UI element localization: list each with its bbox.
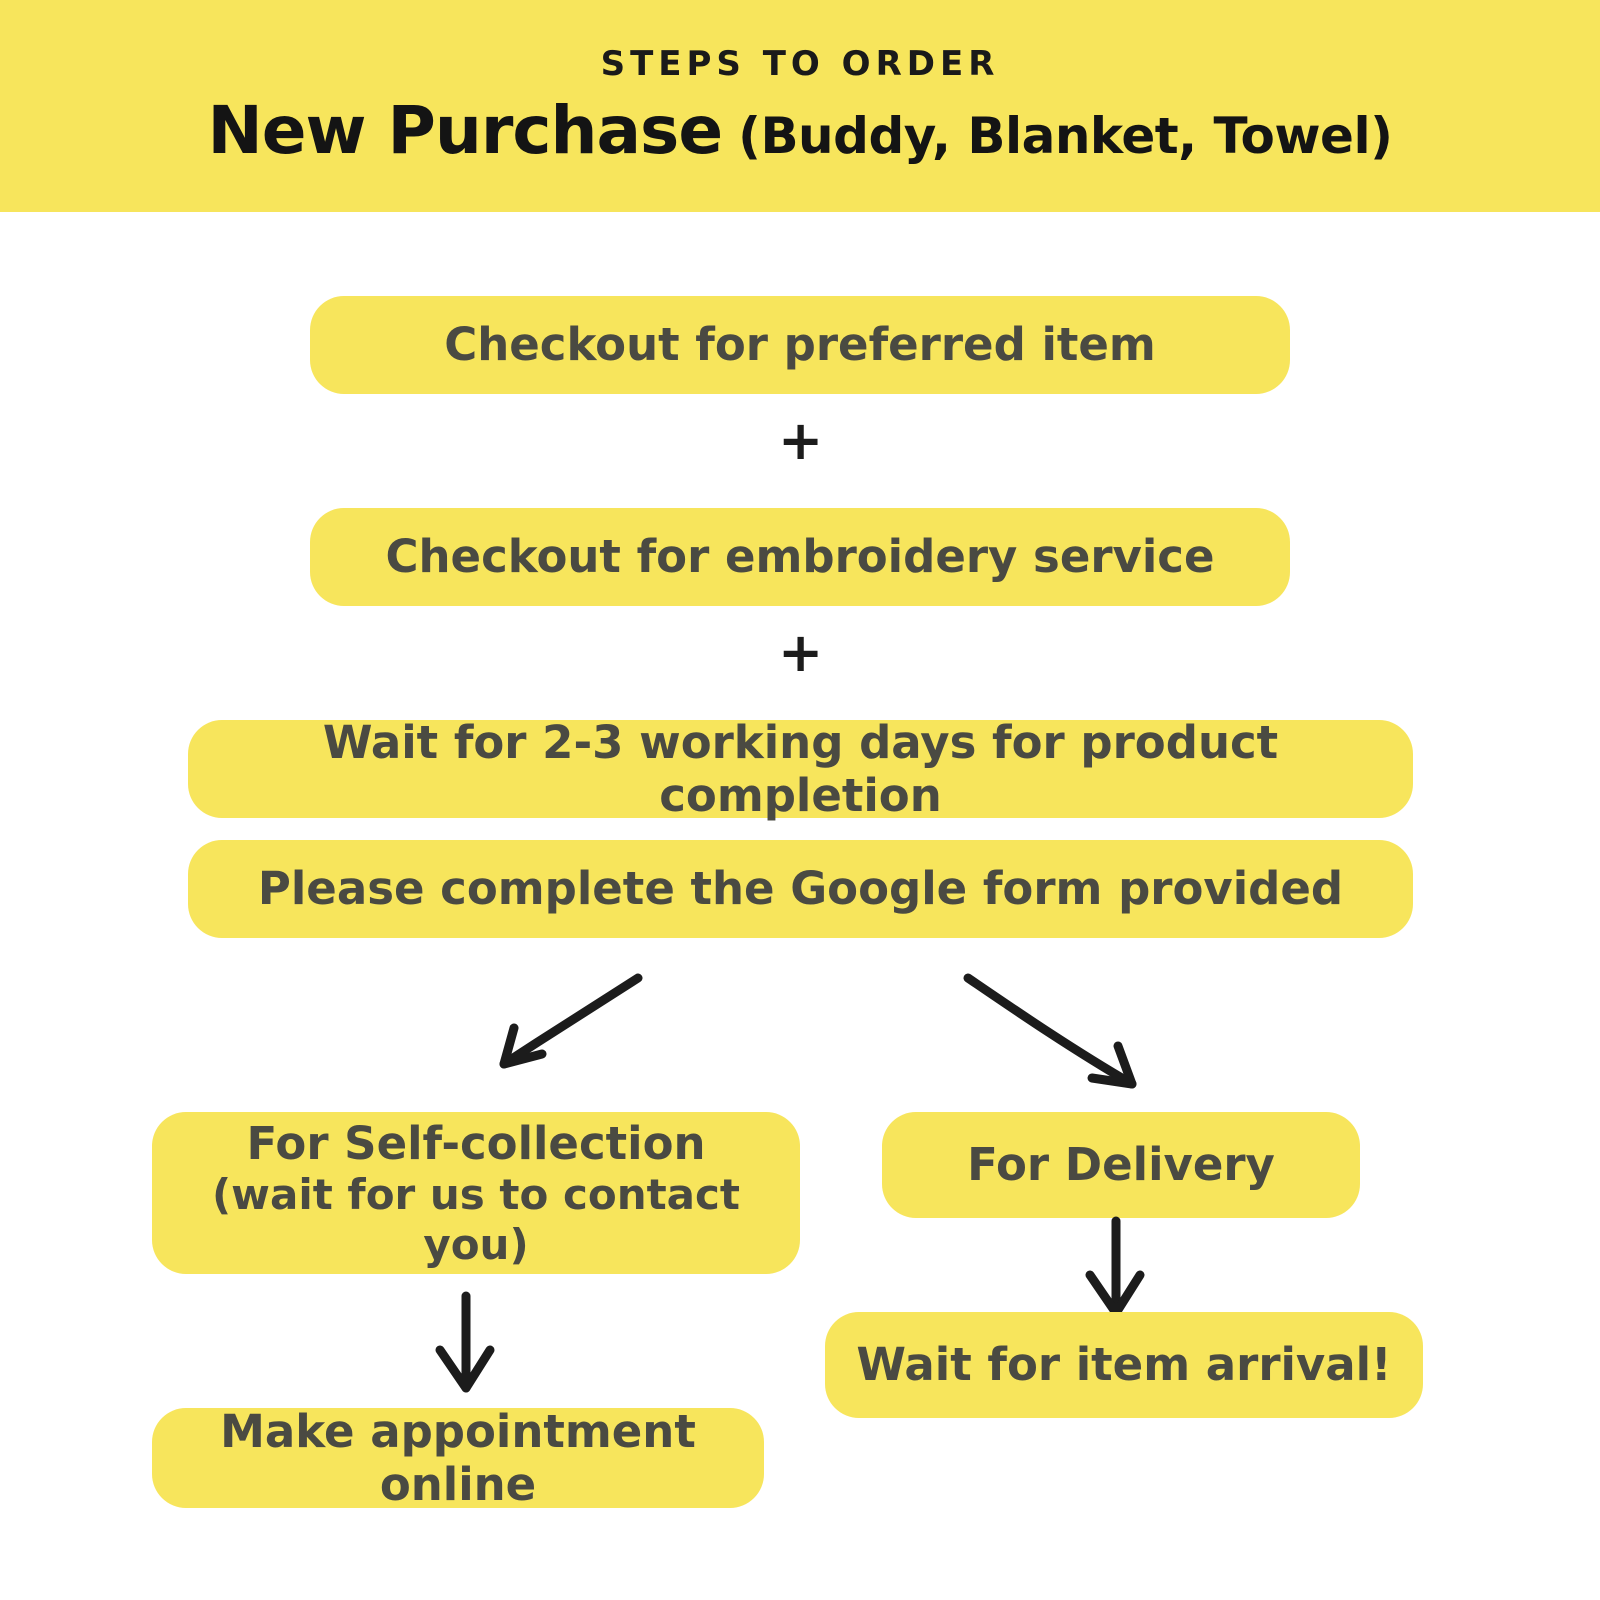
flowchart: [0, 212, 1600, 1600]
arrow-down-to-item-arrival-icon: [1080, 1217, 1150, 1327]
step-wait-days-label: Wait for 2-3 working days for product completion: [322, 715, 1279, 822]
header-kicker: STEPS TO ORDER: [600, 43, 1000, 84]
header-title-sub: (Buddy, Blanket, Towel): [738, 106, 1393, 165]
step-checkout-item-label: Checkout for preferred item: [444, 318, 1156, 372]
branch-self-collection: [152, 1112, 800, 1274]
step-make-appointment: [152, 1404, 764, 1511]
branch-delivery-label: For Delivery: [967, 1138, 1275, 1192]
step-checkout-embroidery-label: Checkout for embroidery service: [385, 530, 1215, 584]
header-banner: [0, 0, 1600, 212]
header-title-main: New Purchase: [207, 91, 723, 169]
branch-self-collection-sublabel: (wait for us to contact you): [211, 1170, 740, 1269]
step-checkout-embroidery: [310, 508, 1290, 606]
step-wait-item-arrival-label: Wait for item arrival!: [856, 1338, 1392, 1392]
step-wait-item-arrival: [825, 1312, 1423, 1418]
arrow-to-self-collection-icon: [480, 972, 650, 1092]
step-google-form: [188, 840, 1413, 938]
branch-self-collection-label: For Self-collection: [246, 1116, 706, 1170]
arrow-to-delivery-icon: [960, 972, 1150, 1102]
step-make-appointment-label: Make appointment online: [220, 1404, 696, 1511]
plus-connector-1: +: [778, 409, 824, 472]
step-google-form-label: Please complete the Google form provided: [257, 862, 1344, 916]
plus-connector-2: +: [778, 621, 824, 684]
arrow-down-to-appointment-icon: [430, 1292, 500, 1402]
step-wait-days: [188, 715, 1413, 822]
step-checkout-item: [310, 296, 1290, 394]
header-title: [208, 92, 1393, 169]
branch-delivery: [882, 1112, 1360, 1218]
